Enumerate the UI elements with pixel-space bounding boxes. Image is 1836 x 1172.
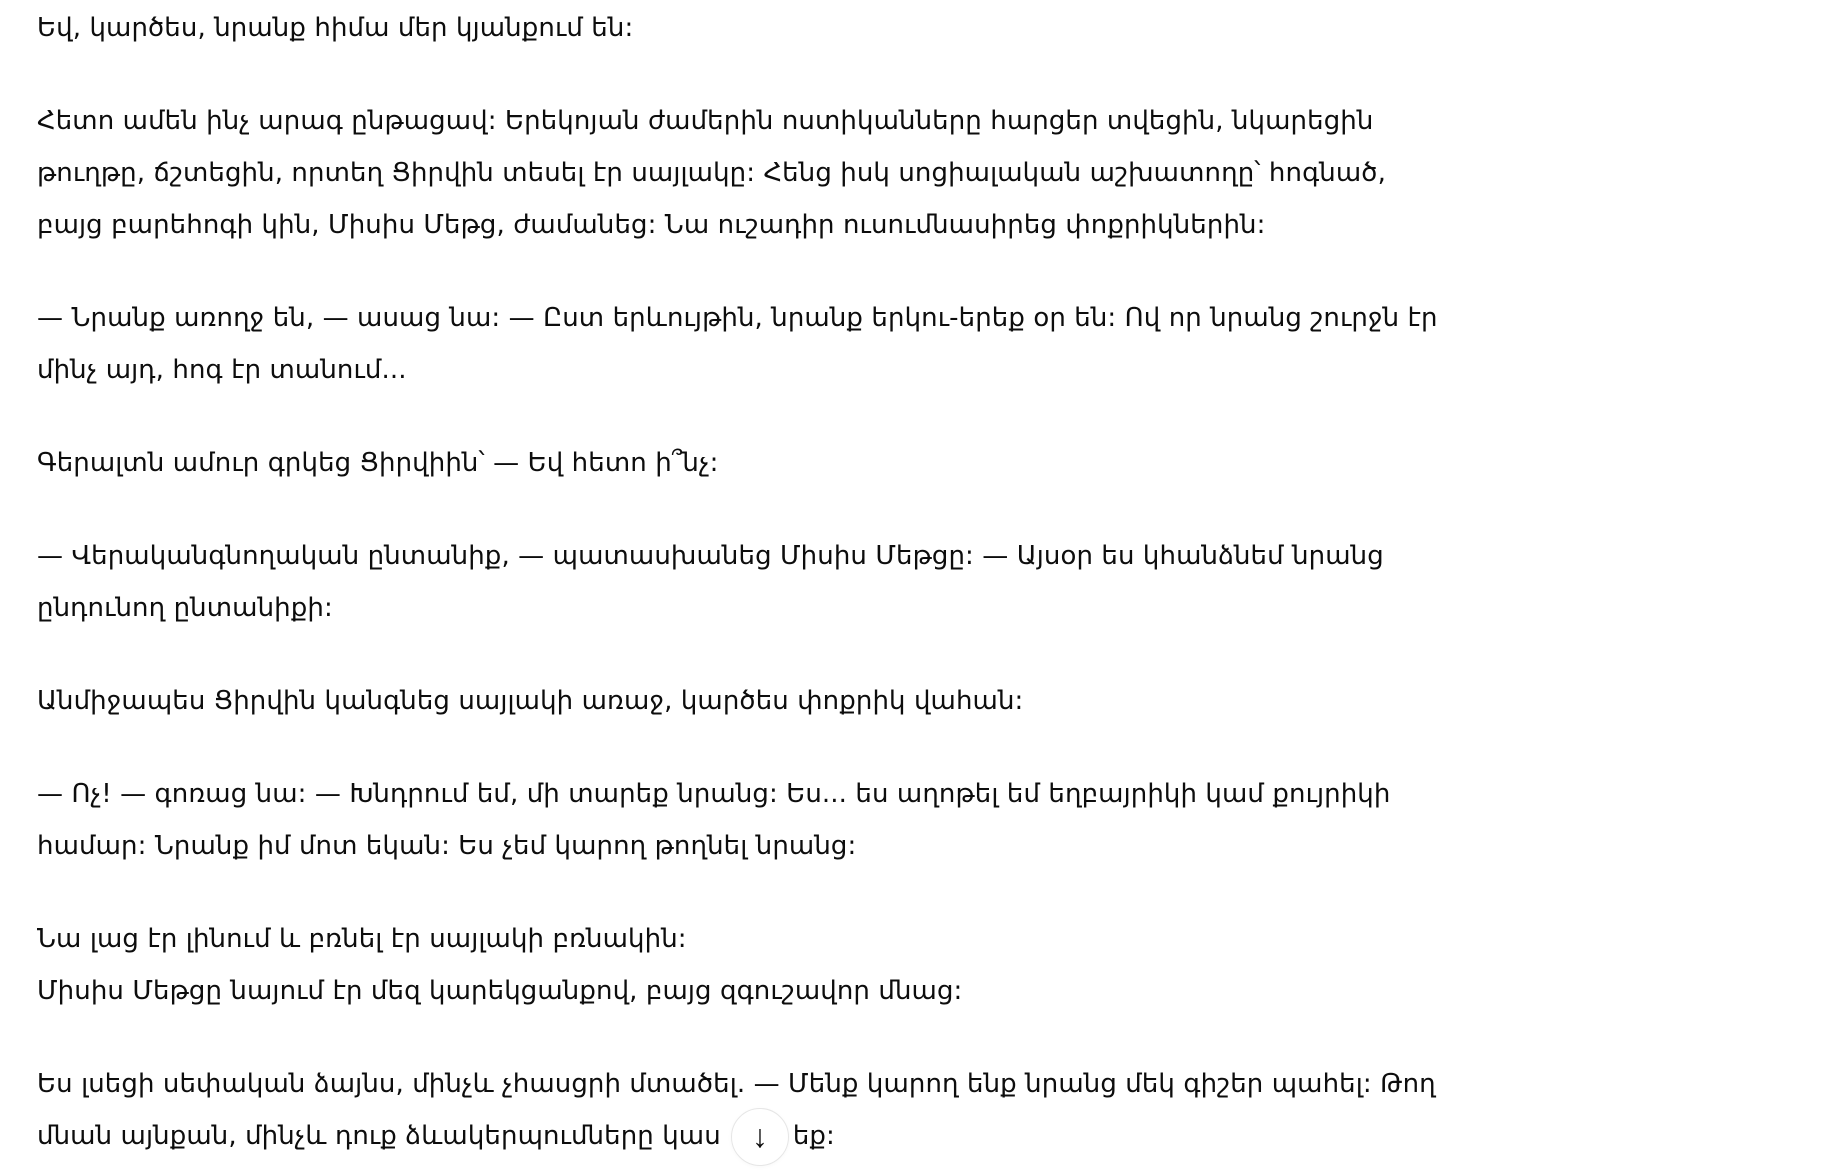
text-line: Նա լաց էր լինում և բռնել էր սայլակի բռնակին: xyxy=(37,924,687,954)
text-line: թուղթը, ճշտեցին, որտեղ Ցիրվին տեսել էր սայլակը: Հենց իսկ սոցիալական աշխատողը՝ հոգնած, xyxy=(37,158,1386,188)
paragraph xyxy=(37,675,1796,727)
text-line: Ես լսեցի սեփական ձայնս, մինչև չհասցրի մտածել. — Մենք կարող ենք նրանց մեկ գիշեր պահել: Թող xyxy=(37,1069,1436,1099)
scroll-to-bottom-button[interactable] xyxy=(731,1108,789,1166)
paragraph xyxy=(37,530,1796,634)
text-line-with-scroll-button xyxy=(37,1110,1796,1162)
text-line: Անմիջապես Ցիրվին կանգնեց սայլակի առաջ, կարծես փոքրիկ վահան: xyxy=(37,686,1024,716)
text-line: — Ոչ! — գոռաց նա: — Խնդրում եմ, մի տարեք նրանց: Ես... ես աղոթել եմ եղբայրիկի կամ քույրիկի xyxy=(37,779,1391,809)
text-line: ընդունող ընտանիքի: xyxy=(37,593,333,623)
text-line: Միսիս Մեթցը նայում էր մեզ կարեկցանքով, բայց զգուշավոր մնաց: xyxy=(37,976,963,1006)
paragraph xyxy=(37,913,1796,1017)
text-line: մինչ այդ, հոգ էր տանում... xyxy=(37,355,407,385)
paragraph xyxy=(37,95,1796,251)
text-line: Հետո ամեն ինչ արագ ընթացավ: Երեկոյան ժամերին ոստիկանները հարցեր տվեցին, նկարեցին xyxy=(37,106,1374,136)
paragraph xyxy=(37,292,1796,396)
paragraph xyxy=(37,1058,1796,1162)
text-line: Գերալտն ամուր գրկեց Ցիրվիին՝ — Եվ հետո ի՞նչ: xyxy=(37,448,719,478)
text-fragment-after-button: եք: xyxy=(792,1121,835,1151)
text-line: համար: Նրանք իմ մոտ եկան: Ես չեմ կարող թողնել նրանց: xyxy=(37,831,857,861)
text-line: Եվ, կարծես, նրանք հիմա մեր կյանքում են: xyxy=(37,13,634,43)
text-fragment-before-button: մնան այնքան, մինչև դուք ձևակերպումները կաս xyxy=(37,1121,721,1151)
text-line: բայց բարեհոգի կին, Միսիս Մեթց, ժամանեց: Նա ուշադիր ուսումնասիրեց փոքրիկներին: xyxy=(37,210,1266,240)
paragraph xyxy=(37,437,1796,489)
text-line: — Նրանք առողջ են, — ասաց նա: — Ըստ երևույթին, նրանք երկու-երեք օր են: Ով որ նրանց շուրջն էր xyxy=(37,303,1438,333)
text-line: — Վերականգնողական ընտանիք, — պատասխանեց Միսիս Մեթցը: — Այսօր ես կհանձնեմ նրանց xyxy=(37,541,1384,571)
paragraph xyxy=(37,768,1796,872)
arrow-down-icon: ↓ xyxy=(751,1117,768,1154)
paragraph xyxy=(37,2,1796,54)
